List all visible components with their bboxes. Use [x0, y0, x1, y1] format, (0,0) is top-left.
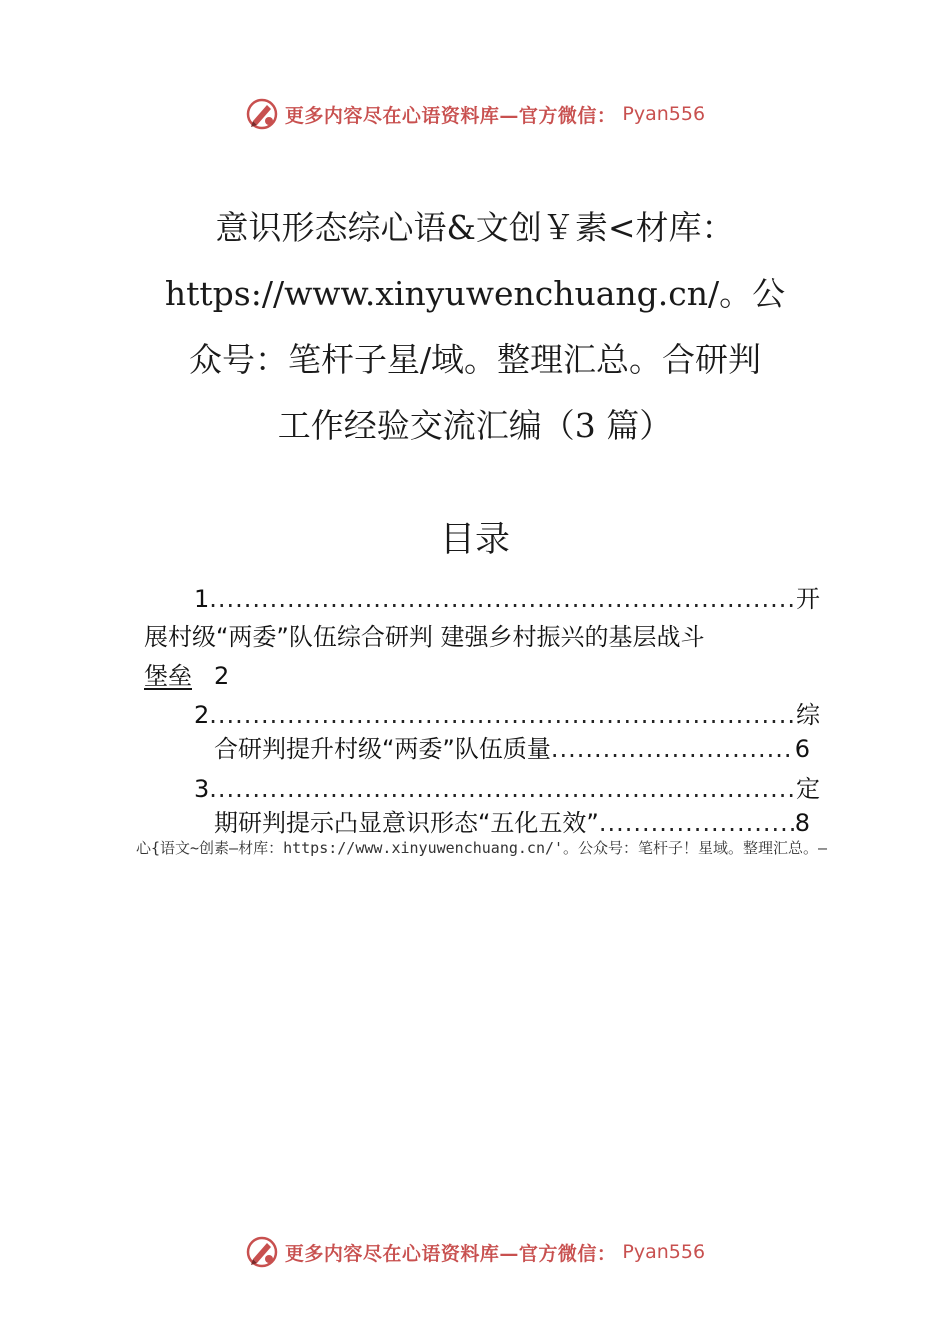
document-title [120, 195, 830, 459]
footer-banner [0, 1232, 950, 1272]
toc-item-2-first-char: 综 [796, 701, 820, 729]
toc-item-1-page: 2 [214, 662, 230, 690]
toc-item-3-page: 8 [794, 809, 810, 837]
banner-text: 更多内容尽在心语资料库—官方微信： [284, 104, 617, 127]
source-note: 心{语文~创素—材库：https://www.xinyuwenchuang.cn/'。公众号：笔杆子！星域。整理汇总。— [136, 839, 828, 857]
toc-item-2-number: 2 [194, 701, 210, 729]
toc-item-2-line-2[interactable] [214, 732, 810, 766]
toc-item-1-line-1[interactable] [194, 582, 820, 616]
toc-heading: 目录 [439, 520, 510, 560]
toc-leader-dots [209, 582, 796, 616]
toc-item-1-line-2[interactable] [144, 620, 705, 654]
toc-item-1-first-char: 开 [796, 585, 820, 613]
toc-item-3-title: 期研判提示凸显意识形态“五化五效” [214, 809, 599, 837]
toc-item-3-number: 3 [194, 775, 210, 803]
toc-item-2-title: 合研判提升村级“两委”队伍质量 [214, 735, 551, 763]
toc-leader-dots [209, 698, 796, 732]
banner-text: 更多内容尽在心语资料库—官方微信： [284, 1242, 617, 1265]
banner-wechat-id: Pyan556 [622, 103, 706, 125]
header-banner [0, 94, 950, 134]
toc-item-1-title-end: 堡垒 [144, 662, 192, 690]
toc-item-1-line-3[interactable] [144, 659, 229, 693]
toc-item-1-number: 1 [194, 585, 210, 613]
banner-wechat-id: Pyan556 [622, 1241, 706, 1263]
title-line-1: 意识形态综心语&文创￥素<材库： [215, 208, 735, 247]
pen-seal-logo-icon [245, 1235, 279, 1269]
toc-leader-dots [209, 772, 796, 806]
toc-leader-dots [599, 806, 795, 840]
toc-item-3-line-1[interactable] [194, 772, 820, 806]
title-line-2: https://www.xinyuwenchuang.cn/。公 [164, 274, 786, 313]
title-line-4: 工作经验交流汇编（3 篇） [277, 406, 673, 445]
title-line-3: 众号：笔杆子星/域。整理汇总。合研判 [188, 340, 762, 379]
toc-item-3-first-char: 定 [796, 775, 820, 803]
toc-item-1-title: 展村级“两委”队伍综合研判 建强乡村振兴的基层战斗 [144, 623, 705, 651]
toc-item-3-line-2[interactable] [214, 806, 810, 840]
toc-item-2-line-1[interactable] [194, 698, 820, 732]
toc-item-2-page: 6 [794, 735, 810, 763]
toc-leader-dots [551, 732, 795, 766]
pen-seal-logo-icon [245, 97, 279, 131]
